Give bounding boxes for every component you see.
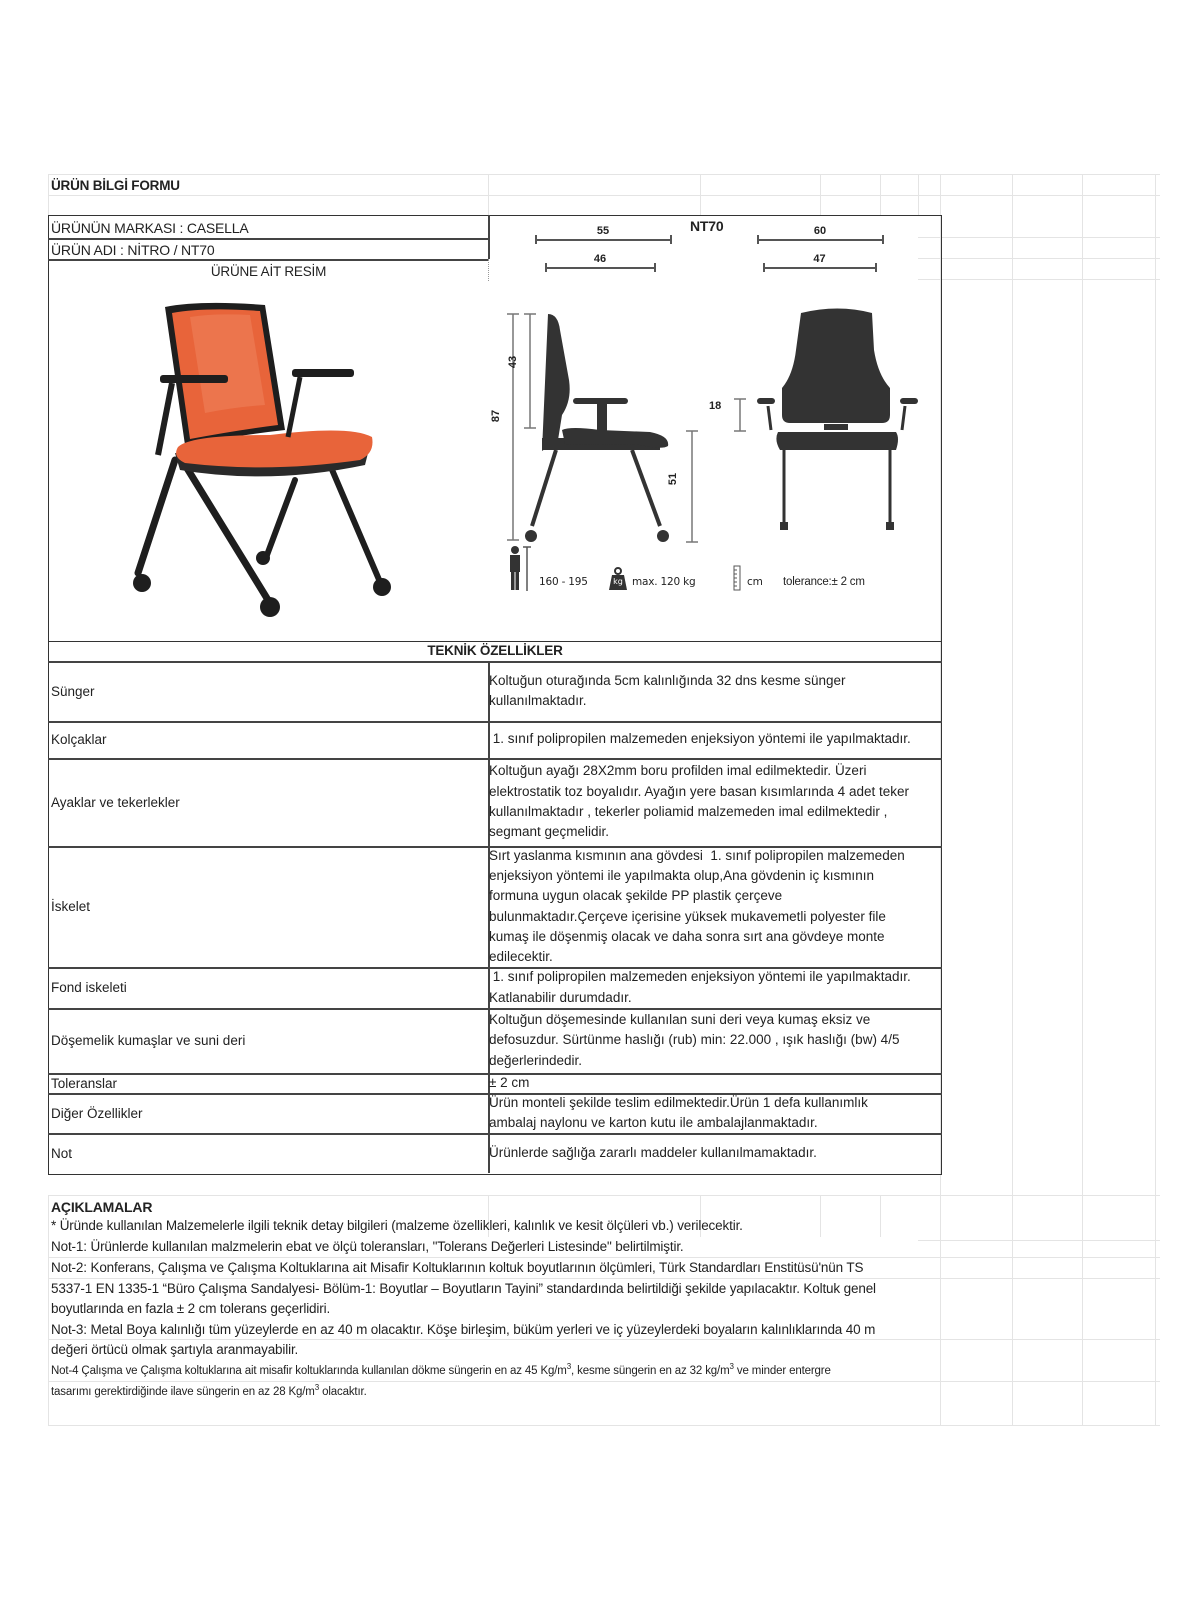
spec-value-line: Ürünlerde sağlığa zararlı maddeler kullanılmamaktadır. bbox=[489, 1144, 817, 1160]
spec-label: Sünger bbox=[51, 683, 95, 699]
note-text: Not-4 Çalışma ve Çalışma koltuklarına ait misafir koltuklarında kullanılan dökme süngerin en az 45 Kg/m bbox=[51, 1364, 567, 1377]
chair-armrest bbox=[160, 375, 228, 383]
spec-value-line: bulunmaktadır.Çerçeve içerisine yüksek mukavemetli polyester file bbox=[489, 908, 886, 924]
spec-value bbox=[489, 1073, 929, 1093]
superscript: 3 bbox=[729, 1362, 734, 1371]
spec-label: Döşemelik kumaşlar ve suni deri bbox=[51, 1033, 246, 1048]
unit-label: cm bbox=[747, 576, 763, 588]
spec-value-line: segmant geçmelidir. bbox=[489, 824, 610, 840]
side-view-diagram bbox=[480, 290, 700, 550]
spec-value-line: 1. sınıf polipropilen malzemeden enjeksiyon yöntemi ile yapılmaktadır. bbox=[489, 969, 911, 985]
spec-value-line: ± 2 cm bbox=[489, 1074, 530, 1090]
spec-value-line: kullanılmaktadır. bbox=[489, 693, 587, 708]
dim-overall-height: 87 bbox=[490, 409, 503, 423]
spec-value bbox=[489, 721, 929, 758]
tolerance-label: tolerance:± 2 cm bbox=[783, 576, 865, 588]
spec-value bbox=[489, 846, 929, 967]
weight-kg-icon bbox=[608, 567, 628, 591]
spec-value bbox=[489, 661, 929, 721]
chair-back-leg bbox=[267, 480, 295, 555]
spec-value-line: enjeksiyon yöntemi ile yapılmakta olup,Ana gövdenin iç kısmının bbox=[489, 867, 874, 883]
spec-label: Fond iskeleti bbox=[51, 980, 127, 995]
note-line: Not-2: Konferans, Çalışma ve Çalışma Koltuklarına ait Misafir Koltuklarının koltuk boyutlarının ölçümleri, Türk Standardları Enstitüsü'nün TS bbox=[51, 1260, 864, 1275]
spec-value-line: edilecektir. bbox=[489, 949, 553, 965]
dim-armrest-height: 18 bbox=[709, 400, 722, 412]
dim-label: 47 bbox=[813, 253, 826, 265]
spec-value bbox=[489, 758, 929, 846]
spec-value-line: formuna uygun olacak şekilde PP plastik çerçeve bbox=[489, 888, 783, 904]
caster-wheel bbox=[133, 574, 151, 592]
note-line: boyutlarında en fazla ± 2 cm tolerans geçerlidiri. bbox=[51, 1301, 331, 1316]
caster-wheel bbox=[256, 551, 270, 565]
spec-value-line: 1. sınıf polipropilen malzemeden enjeksiyon yöntemi ile yapılmaktadır. bbox=[489, 731, 911, 747]
chair-front-leg bbox=[138, 460, 175, 573]
note-line: Not-1: Ürünlerde kullanılan malzmelerin ebat ve ölçü toleransları, "Tolerans Değerleri Listesinde" belirtilmiştir. bbox=[51, 1239, 684, 1254]
specs-heading: TEKNİK ÖZELLİKLER bbox=[427, 643, 563, 658]
note-line: 5337-1 EN 1335-1 “Büro Çalışma Sandalyesi- Bölüm-1: Boyutlar – Boyutların Tayini” standardında belirtildiği şekilde yapılacaktır. Koltuk genel bbox=[51, 1281, 876, 1296]
model-code: NT70 bbox=[690, 218, 724, 234]
chair-front-leg bbox=[182, 460, 268, 600]
superscript: 3 bbox=[314, 1383, 320, 1392]
form-title: ÜRÜN BİLGİ FORMU bbox=[51, 178, 180, 193]
spec-label: Ayaklar ve tekerlekler bbox=[51, 794, 180, 810]
superscript: 3 bbox=[566, 1362, 572, 1371]
note-text: olacaktır. bbox=[319, 1385, 367, 1398]
chair-photo-illustration bbox=[120, 295, 420, 635]
side-view-svg bbox=[480, 290, 700, 550]
note-text: ve minder entergre bbox=[733, 1364, 831, 1377]
chair-arm-support bbox=[288, 377, 300, 437]
spec-value bbox=[489, 967, 929, 1008]
spec-label: Kolçaklar bbox=[51, 732, 107, 747]
spec-label: Toleranslar bbox=[51, 1075, 118, 1091]
spec-value-line: defosuzdur. Sürtünme haslığı (rub) min: 22.000 , ışık haslığı (bw) 4/5 bbox=[489, 1032, 900, 1048]
note-line: * Üründe kullanılan Malzemelerle ilgili teknik detay bilgileri (malzeme özellikleri, kalınlık ve kesit ölçüleri vb.) verilecektir. bbox=[51, 1218, 743, 1233]
spec-value-line: kumaş ile döşenmiş olacak ve daha sonra sırt ana gövdeye monte bbox=[489, 928, 885, 944]
chair-armrest bbox=[292, 369, 354, 377]
spec-value-line: değerlerindedir. bbox=[489, 1052, 583, 1068]
note-line: Not-3: Metal Boya kalınlığı tüm yüzeylerde en az 40 m olacaktır. Köşe birleşim, büküm yerleri ve iç yüzeylerdeki boyaların kalınlıklarında 40 m bbox=[51, 1322, 876, 1337]
chair-back-leg bbox=[330, 465, 380, 582]
image-caption: ÜRÜNE AİT RESİM bbox=[210, 264, 327, 279]
note-4-line-1 bbox=[51, 1362, 831, 1377]
spec-label: Diğer Özellikler bbox=[51, 1105, 143, 1121]
notes-heading: AÇIKLAMALAR bbox=[51, 1199, 153, 1215]
ruler-icon bbox=[733, 565, 741, 591]
spec-value-line: Ürün monteli şekilde teslim edilmektedir.Ürün 1 defa kullanımlık bbox=[489, 1094, 868, 1110]
max-load: max. 120 kg bbox=[632, 576, 696, 588]
note-text: tasarımı gerektirdiğinde ilave süngerin en az 28 Kg/m bbox=[51, 1385, 315, 1398]
note-text: , kesme süngerin en az 32 kg/m bbox=[571, 1364, 730, 1377]
product-name-line: ÜRÜN ADI : NİTRO / NT70 bbox=[51, 242, 215, 258]
spec-value-line: Koltuğun oturağında 5cm kalınlığında 32 dns kesme sünger bbox=[489, 672, 846, 688]
dim-back-height: 43 bbox=[507, 355, 520, 369]
dim-label: 60 bbox=[813, 225, 827, 237]
dim-seat-height: 51 bbox=[667, 472, 680, 486]
spec-value-line: elektrostatik toz boyalıdır. Ayağın yere basan kısımlarında 4 adet teker bbox=[489, 783, 909, 799]
person-height-icon bbox=[505, 545, 529, 593]
brand-line: ÜRÜNÜN MARKASI : CASELLA bbox=[51, 220, 249, 236]
spec-value-line: Katlanabilir durumdadır. bbox=[489, 989, 632, 1005]
spec-label: İskelet bbox=[51, 899, 91, 914]
spec-label: Not bbox=[51, 1145, 73, 1161]
spec-value bbox=[489, 1008, 929, 1073]
divider bbox=[488, 215, 490, 259]
caster-wheel bbox=[260, 597, 280, 617]
chair-arm-support bbox=[158, 383, 172, 455]
divider bbox=[48, 238, 489, 240]
product-photo bbox=[120, 295, 420, 635]
kg-badge-label: kg bbox=[613, 577, 623, 586]
front-view-diagram bbox=[700, 290, 920, 540]
spec-value-line: Koltuğun döşemesinde kullanılan suni deri veya kumaş eksiz ve bbox=[489, 1012, 871, 1028]
note-line: değeri örtücü olmak şartıyla aranmayabilir. bbox=[51, 1342, 299, 1357]
dim-label: 55 bbox=[596, 225, 610, 237]
front-view-svg bbox=[700, 290, 920, 540]
spec-value bbox=[489, 1093, 929, 1133]
divider bbox=[48, 259, 489, 261]
spec-value bbox=[489, 1133, 929, 1173]
note-4-line-2 bbox=[51, 1383, 367, 1398]
dim-label: 46 bbox=[593, 253, 607, 265]
user-height-range: 160 - 195 bbox=[539, 576, 588, 588]
spec-value-line: Sırt yaslanma kısmının ana gövdesi 1. sınıf polipropilen malzemeden bbox=[489, 847, 905, 863]
spec-value-line: kullanılmaktadır , tekerler poliamid malzemeden imal edilmektedir , bbox=[489, 804, 888, 819]
spec-value-line: Koltuğun ayağı 28X2mm boru profilden imal edilmektedir. Üzeri bbox=[489, 763, 867, 779]
caster-wheel bbox=[373, 578, 391, 596]
spec-value-line: ambalaj naylonu ve karton kutu ile ambalajlanmaktadır. bbox=[489, 1115, 818, 1130]
